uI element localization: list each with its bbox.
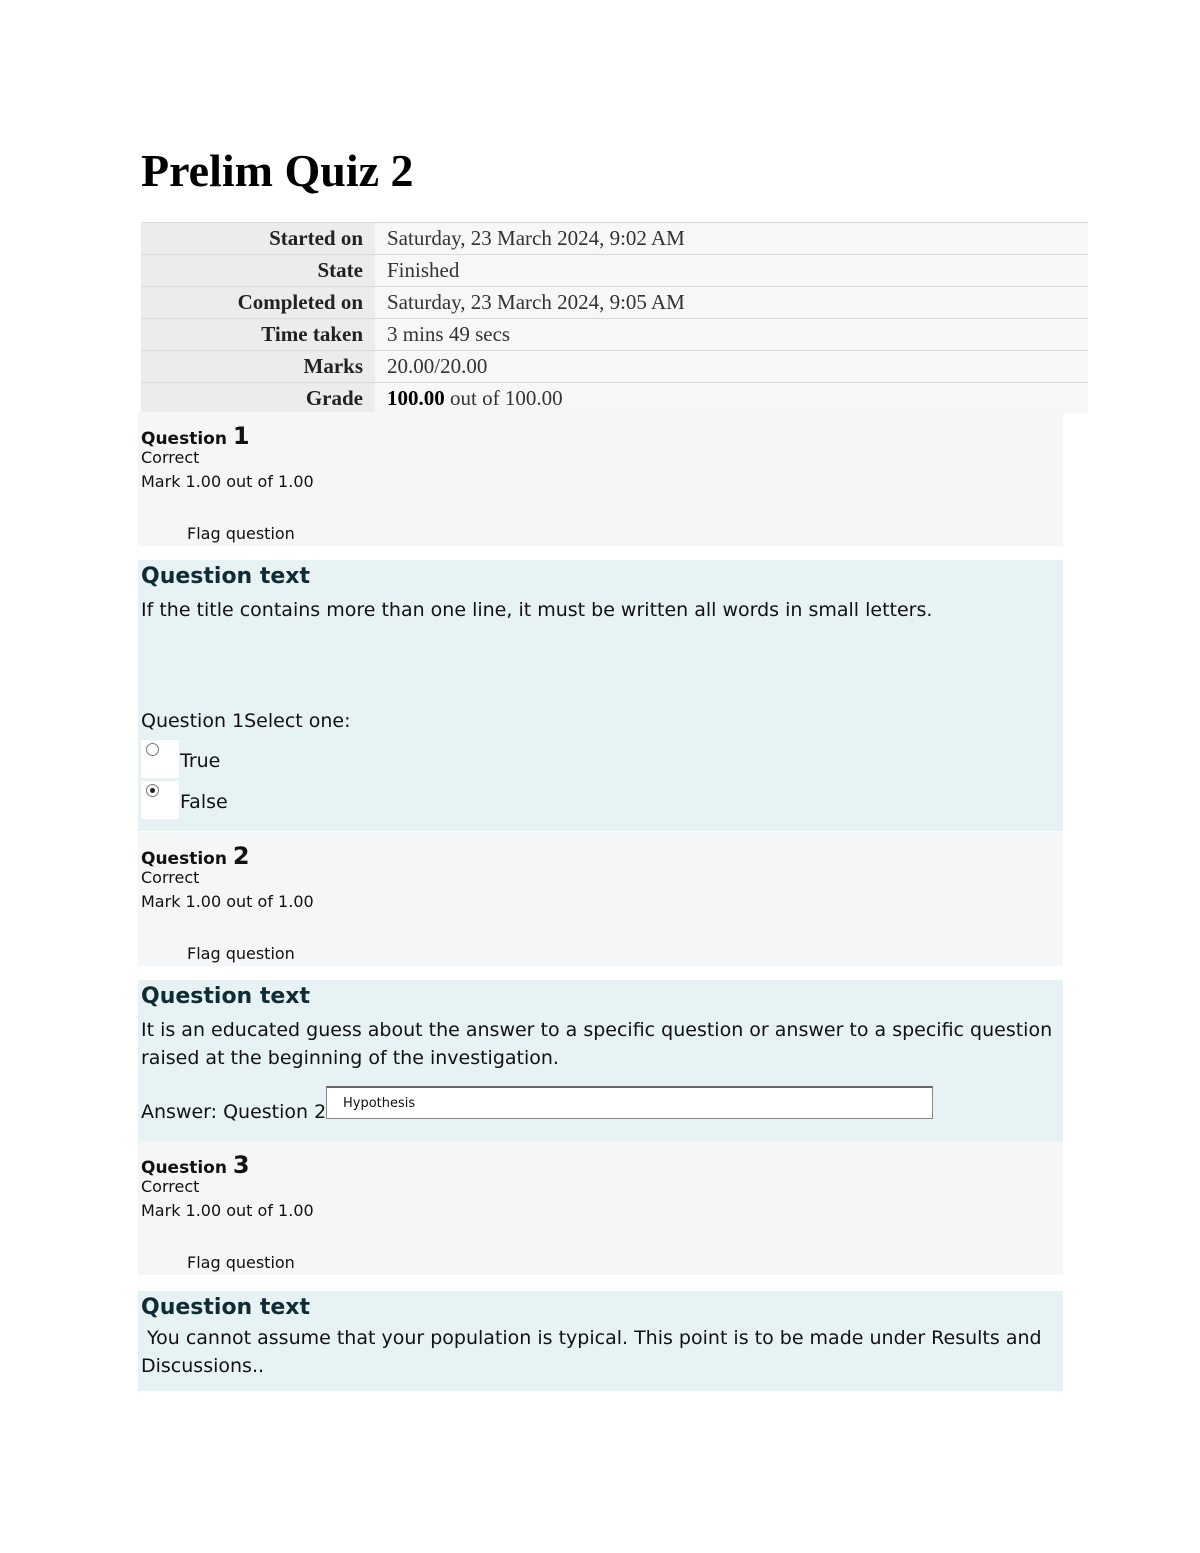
question-3-content: [138, 1291, 1063, 1391]
option-label-true: True: [180, 750, 221, 772]
summary-value: Saturday, 23 March 2024, 9:02 AM: [375, 223, 1088, 255]
question-state: Correct: [141, 1177, 200, 1196]
question-state: Correct: [141, 448, 200, 467]
option-label-false: False: [180, 791, 228, 813]
summary-label: Completed on: [141, 287, 375, 319]
answer-prompt: Question 1Select one:: [141, 710, 351, 732]
answer-input[interactable]: [326, 1086, 933, 1119]
summary-row-completed: [141, 287, 1088, 319]
summary-value: 20.00/20.00: [375, 351, 1088, 383]
question-text: It is an educated guess about the answer to a specific question or answer to a specific question raised at the beginning of the investigation.: [141, 1019, 1053, 1069]
question-grade: Mark 1.00 out of 1.00: [141, 892, 314, 911]
option-true: [141, 740, 179, 778]
option-false: [141, 781, 179, 819]
summary-row-grade: [141, 383, 1088, 415]
page-title: Prelim Quiz 2: [141, 145, 414, 196]
flag-question-link[interactable]: Flag question: [187, 524, 295, 543]
summary-row-time-taken: [141, 319, 1088, 351]
question-1-content: [138, 560, 1063, 831]
question-text-heading: Question text: [141, 1295, 311, 1320]
attempt-summary-table: [141, 222, 1088, 414]
summary-row-started: [141, 223, 1088, 255]
question-text: If the title contains more than one line, it must be written all words in small letters.: [141, 599, 933, 621]
question-grade: Mark 1.00 out of 1.00: [141, 1201, 314, 1220]
question-number: Question 2: [141, 842, 250, 870]
flag-question-link[interactable]: Flag question: [187, 944, 295, 963]
question-2-content: [138, 980, 1063, 1141]
summary-label: Time taken: [141, 319, 375, 351]
grade-out-of: out of 100.00: [444, 386, 563, 410]
summary-row-state: [141, 255, 1088, 287]
question-3-info: [138, 1141, 1063, 1275]
summary-label: Grade: [141, 383, 375, 415]
question-number: Question 1: [141, 422, 250, 450]
summary-label: Marks: [141, 351, 375, 383]
radio-false[interactable]: [146, 784, 159, 797]
question-grade: Mark 1.00 out of 1.00: [141, 472, 314, 491]
summary-value: Finished: [375, 255, 1088, 287]
question-text: You cannot assume that your population is typical. This point is to be made under Results and Discussions..: [141, 1327, 1048, 1377]
grade-value: 100.00: [387, 386, 445, 410]
radio-true[interactable]: [146, 743, 159, 756]
summary-label: State: [141, 255, 375, 287]
question-state: Correct: [141, 868, 200, 887]
summary-value: Saturday, 23 March 2024, 9:05 AM: [375, 287, 1088, 319]
question-2-info: [138, 832, 1063, 966]
flag-question-link[interactable]: Flag question: [187, 1253, 295, 1272]
question-text-heading: Question text: [141, 984, 311, 1009]
question-1-info: [138, 412, 1063, 546]
answer-label: Answer: Question 2: [141, 1101, 327, 1123]
summary-label: Started on: [141, 223, 375, 255]
summary-row-marks: [141, 351, 1088, 383]
question-number: Question 3: [141, 1151, 250, 1179]
question-text-heading: Question text: [141, 564, 311, 589]
summary-value: [375, 383, 1088, 415]
summary-value: 3 mins 49 secs: [375, 319, 1088, 351]
